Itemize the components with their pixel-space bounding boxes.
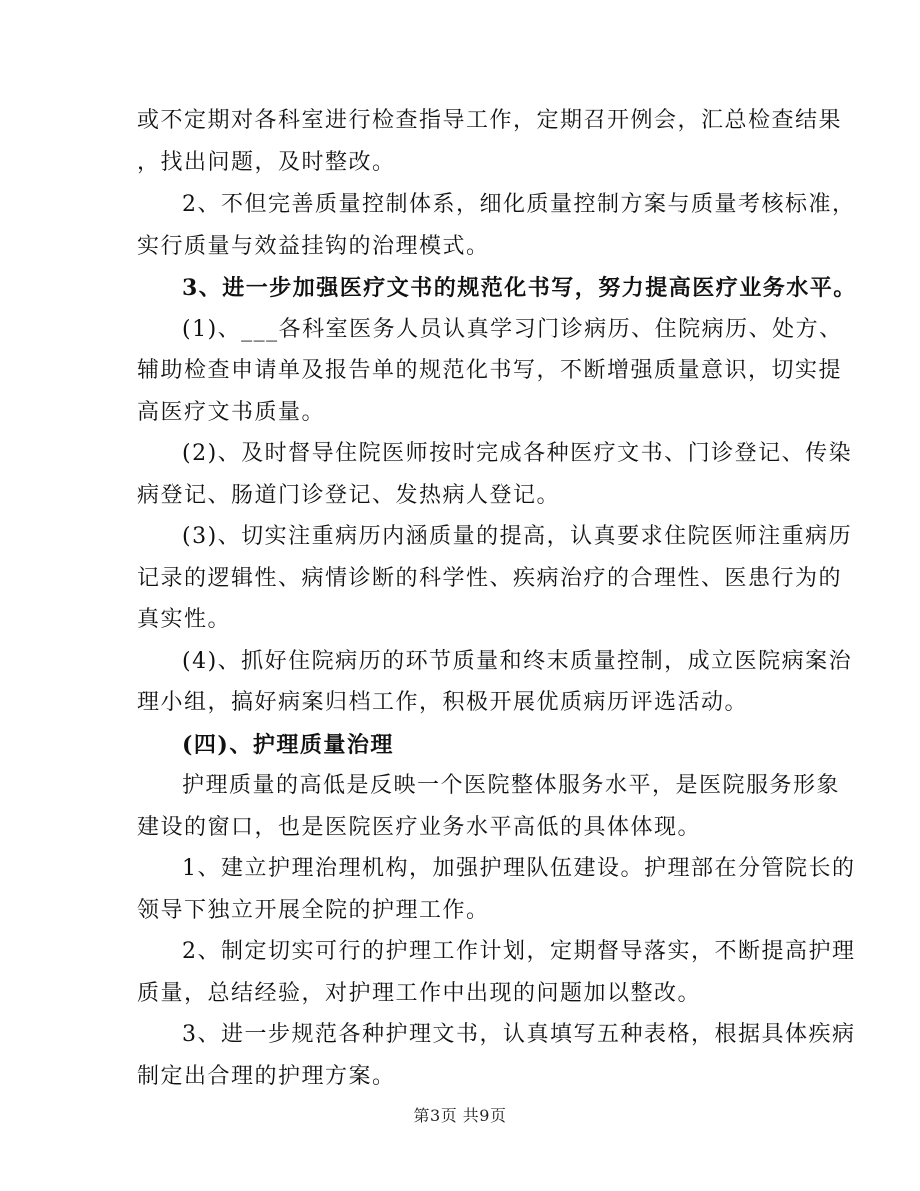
text-line-18: 建设的窗口，也是医院医疗业务水平高低的具体体现。 xyxy=(137,815,702,840)
text-line-6: (1)、___各科室医务人员认真学习门诊病历、住院病历、处方、 xyxy=(182,317,843,342)
text-line-12: 记录的逻辑性、病情诊断的科学性、疾病治疗的合理性、医患行为的 xyxy=(137,566,843,591)
text-line-9: (2)、及时督导住院医师按时完成各种医疗文书、门诊登记、传染 xyxy=(182,441,853,466)
text-line-3: 2、不但完善质量控制体系，细化质量控制方案与质量考核标准， xyxy=(182,192,856,217)
text-line-22: 质量，总结经验，对护理工作中出现的问题加以整改。 xyxy=(137,981,702,1006)
text-line-15: 理小组，搞好病案归档工作，积极开展优质病历评选活动。 xyxy=(137,690,749,715)
text-line-8: 高医疗文书质量。 xyxy=(137,400,326,425)
text-line-10: 病登记、肠道门诊登记、发热病人登记。 xyxy=(137,483,561,508)
text-line-14: (4)、抓好住院病历的环节质量和终末质量控制，成立医院病案治 xyxy=(182,649,853,674)
text-line-20: 领导下独立开展全院的护理工作。 xyxy=(137,898,490,923)
text-line-17: 护理质量的高低是反映一个医院整体服务水平，是医院服务形象 xyxy=(182,773,841,798)
section-heading-3: 3、进一步加强医疗文书的规范化书写，努力提高医疗业务水平。 xyxy=(182,275,857,301)
page-number-footer: 第3页 共9页 xyxy=(413,1106,507,1125)
section-heading-4: (四)、护理质量治理 xyxy=(182,732,394,758)
text-line-24: 制定出合理的护理方案。 xyxy=(137,1064,396,1089)
text-line-23: 3、进一步规范各种护理文书，认真填写五种表格，根据具体疾病 xyxy=(182,1022,856,1047)
text-line-21: 2、制定切实可行的护理工作计划，定期督导落实，不断提高护理 xyxy=(182,939,856,964)
text-line-1: 或不定期对各科室进行检查指导工作，定期召开例会，汇总检查结果 xyxy=(137,108,843,133)
text-line-2: ，找出问题，及时整改。 xyxy=(137,150,396,175)
text-line-11: (3)、切实注重病历内涵质量的提高，认真要求住院医师注重病历 xyxy=(182,524,853,549)
text-line-7: 辅助检查申请单及报告单的规范化书写，不断增强质量意识，切实提 xyxy=(137,358,843,383)
text-line-4: 实行质量与效益挂钩的治理模式。 xyxy=(137,234,490,259)
text-line-13: 真实性。 xyxy=(137,607,232,632)
text-line-19: 1、建立护理治理机构，加强护理队伍建设。护理部在分管院长的 xyxy=(182,856,856,881)
